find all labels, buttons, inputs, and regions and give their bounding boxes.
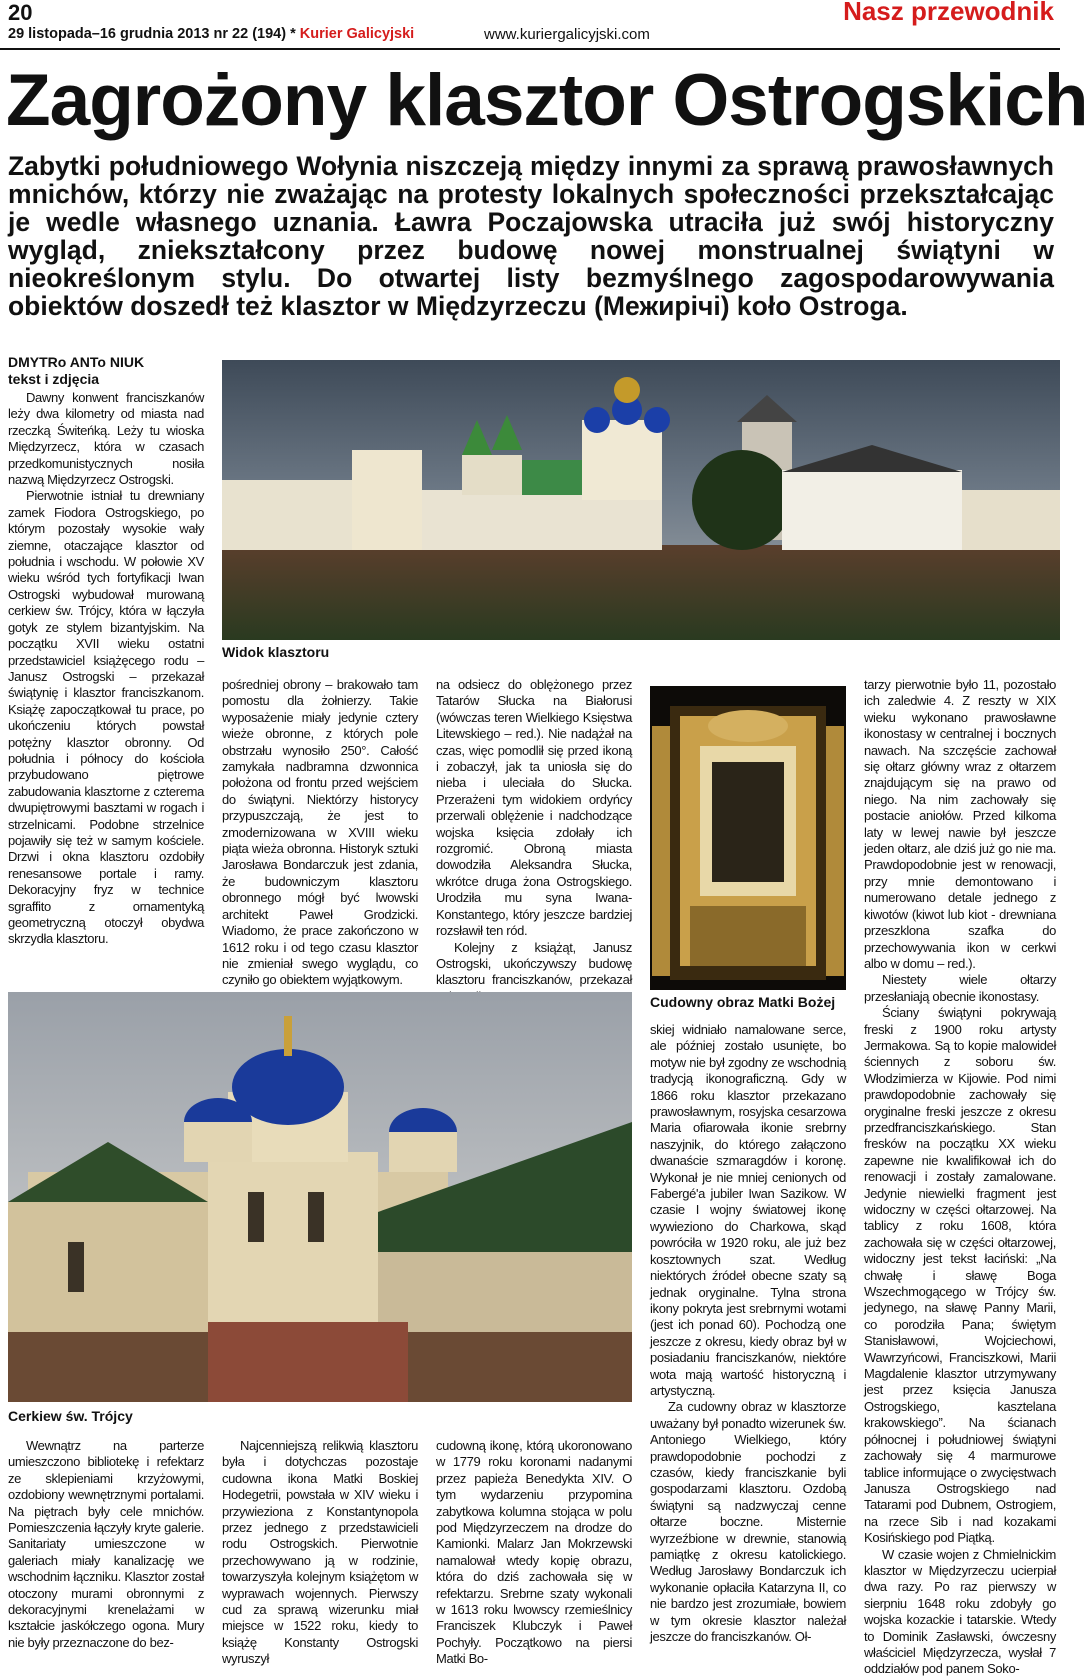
- article-lede: Zabytki południowego Wołynia niszczeją między innymi za sprawą prawosławnych mnichów, którzy nie zważając na protesty lokalnych społeczności przekształcając je wedle własnego uznania. Ławra Poczajowska utraciła już swój historyczny wygląd, zniekształcony przez budowę nowej monstrualnej świątyni w nieokreślonym stylu. Do otwartej listy bezmyślnego zagospodarowywania obiektów doszedł też klasztor w Międzyrzeczu (Межирічі) koło Ostroga.: [8, 151, 1054, 321]
- photo-caption: Widok klasztoru: [222, 644, 330, 660]
- header-rule: [0, 48, 1060, 50]
- text-column-7: [222, 1438, 418, 1667]
- text-column-5: [864, 677, 1056, 1677]
- brand-name: Kurier Galicyjski: [299, 26, 415, 42]
- miraculous-icon-image: [650, 686, 846, 990]
- trinity-church-image: [8, 992, 632, 1402]
- article-title: Zagrożony klasztor Ostrogskich: [6, 60, 1087, 141]
- section-title: Nasz przewodnik: [843, 0, 1054, 26]
- paragraph: tarzy pierwotnie było 11, pozostało ich zaledwie 4. Z reszty w XIX wieku wykonano prawosławne ikonostasy w centralnej i bocznych nawach. Na szczęście zachował się ołtarz główny wraz z ołtarzem znajdującym się na prawo od niego. Na nim zachowały się postacie aniołów. Przed kilkoma laty w lewej nawie był jeszcze jeden ołtarz, ale dziś już go nie ma. Prawdopodobnie jest w renowacji, przy mnie demontowano i numerowano detale jednego z kiwotów (kiwot lub kiot - drewniana przeszklona szafka do przechowywania ikon w cerkwi albo w domu – red.).: [864, 677, 1056, 971]
- text-column-6: [8, 1438, 204, 1652]
- paragraph: Najcenniejszą relikwią klasztoru była i dotychczas pozostaje cudowna ikona Matki Boskiej Hodegetrii, powstała w XIV wieku i przywieziona z Konstantynopola przez jednego z przedstawicieli rodu Ostrogskich. Pierwotnie przechowywano ją w rodzinie, towarzyszyła kolejnym książętom w wyprawach wojennych. Pierwszy cud za sprawą wizerunku miał miejsce w 1522 roku, kiedy to książę Konstanty Ostrogski wyruszył: [222, 1438, 418, 1667]
- paragraph: pośredniej obrony – brakowało tam pomostu dla żołnierzy. Takie wyposażenie miały jedynie cztery wieże obronne, z których pole obstrzału wynosiło 250°. Całość zamykała nadbramna dzwonnica położona od frontu przed wejściem do świątyni. Niektórzy historycy przypuszczają, że jest to zmodernizowana w XVIII wieku piąta wieża obronna. Historyk sztuki Jarosława Bondarczuk jest zdania, że budowniczym klasztoru obronnego mógł być lwowski architekt Paweł Grodzicki. Wiadomo, że prace zakończono w 1612 roku i od tego czasu klasztor nie zmieniał swego wyglądu, co czyniło go obiektem wyjątkowym.: [222, 677, 418, 988]
- monastery-view-image: [222, 360, 1060, 640]
- author-role: tekst i zdjęcia: [8, 371, 100, 387]
- paragraph: Kolejny z książąt, Janusz Ostrogski, ukończywszy budowę klasztoru franciszkanów, przekazał: [436, 939, 632, 988]
- issue-date: 29 listopada–16 grudnia 2013 nr 22 (194) *: [8, 26, 300, 42]
- text-column-4: [650, 1022, 846, 1652]
- paragraph: Niestety wiele ołtarzy przesłaniają obecnie ikonostasy.: [864, 972, 1056, 1004]
- text-column-3: [436, 677, 632, 988]
- paragraph: skiej widniało namalowane serce, ale później zostało usunięte, bo motyw nie był zgodny ze wschodnią tradycją ikonograficzną. Gdy w 1866 roku klasztor przekazano prawosławnym, rosyjska cesarzowa Maria ofiarowała ikonie srebrny naszyjnik, do którego załączono dwanaście szmaragdów i koronę. Wykonał je nie mniej cenionych od Fabergé'a jubiler Iwan Sazikow. W czasie I wojny światowej ikonę wywieziono do Charkowa, skąd powróciła w 1920 roku, ale już bez kosztownych szat. Według niektórych źródeł obecne szaty są jednak oryginalne. Tylna strona ikony pokryta jest srebrnymi wotami (jest ich ponad 60). Pochodzą one jeszcze z okresu, kiedy obraz był w posiadaniu franciszkanów, niektóre wota mają wartość historyczną i artystyczną.: [650, 1022, 846, 1398]
- photo-caption: Cudowny obraz Matki Bożej: [650, 994, 836, 1010]
- dateline: [8, 26, 414, 42]
- author-name: DMYTRo ANTo NIUK: [8, 354, 145, 370]
- website-link[interactable]: www.kuriergalicyjski.com: [484, 26, 650, 43]
- monastery-view-photo: [222, 360, 1060, 640]
- paragraph: Ściany świątyni pokrywają freski z 1900 roku artysty Jermakowa. Są to kopie malowideł ściennych z soboru św. Włodzimierza w Kijowie. Pod nimi prawdopodobnie zachowały się oryginalne freski jeszcze z okresu przedfranciszkańskiego. Stan fresków na początku XX wieku zapewne nie kwalifikował ich do renowacji i zostały zamalowane. Jedynie niewielki fragment jest widoczny w części ołtarzowej. Na tablicy z roku 1608, która zachowała się w części ołtarzowej, widoczny jest tekst łaciński: „Na chwałę i sławę Boga Wszechmogącego w Trójcy św. jedynego, na sławę Panny Marii, co porodziła Pana; świętym Stanisławowi, Wojciechowi, Wawrzyńcowi, Franciszkowi, Marii Magdalenie klasztor utrzymywany jest przez księcia Janusza Ostrogskiego, kasztelana krakowskiego”. Na ścianach północnej i południowej świątyni zachowały się 4 marmurowe tablice informujące o zwycięstwach Janusza Ostrogskiego nad Tatarami pod Dubnem, Ostrogiem, na rzece Sib i nad kozakami Kosińskiego pod Piątką.: [864, 1005, 1056, 1546]
- photo-caption: Cerkiew św. Trójcy: [8, 1408, 133, 1424]
- page-number: 20: [8, 0, 33, 25]
- paragraph: Dawny konwent franciszkanów leży dwa kilometry od miasta nad rzeczką Świteńką. Leży tu wioska Międzyrzecz, która w czasach przedkomunistycznych nosiła nazwą Międzyrzecz Ostrogski.: [8, 390, 204, 488]
- icon-photo: [650, 686, 846, 990]
- paragraph: na odsiecz do oblężonego przez Tatarów Słucka na Białorusi (wówczas teren Wielkiego Księstwa Litewskiego – red.). Nie nadążał na czas, więc pomodlił się przed ikoną i zobaczył, jak ta uniosła się do nieba i uleciała do Słucka. Przerażeni tym widokiem ordyńcy przerwali oblężenie i nadchodzące wojska księcia zdołały ich rozgromić. Obroną miasta dowodziła Aleksandra Słucka, wkrótce druga żona Ostrogskiego. Urodziła mu syna Iwana-Konstantego, który jeszcze bardziej rozsławił ten ród.: [436, 677, 632, 939]
- paragraph: Wewnątrz na parterze umieszczono bibliotekę i refektarz ze sklepieniami krzyżowymi, ozdobiony wewnętrznymi portalami. Na piętrach były cele mnichów. Pomieszczenia łączyły kryte galerie. Sanitariaty umieszczone w galeriach miały kanalizację we wschodnim łączniku. Klasztor został otoczony murami obronnymi z dekoracyjnymi krenelażami w kształcie jaskółczego ogona. Mury nie były przeznaczone do bez-: [8, 1438, 204, 1650]
- paragraph: Pierwotnie istniał tu drewniany zamek Fiodora Ostrogskiego, po którym pozostały wysokie wały ziemne, otaczające klasztor od południa i wschodu. W połowie XV wieku wśród tych fortyfikacji Iwan Ostrogski wybudował murowaną cerkiew św. Trójcy, która w łączyła gotyk ze stylem bizantyjskim. Na początku XVII wieku ostatni przedstawiciel książęcego rodu – Janusz Ostrogski – przekazał świątynię i klasztor franciszkanom. Książę zapoczątkował tu prace, po ukończeniu których powstał potężny klasztor obronny. Od południa i północy do kościoła przybudowano piętrowe zabudowania klasztorne z czterema dwupiętrowymi basztami w rogach i strzelnicami. Podobne strzelnice pojawiły się też w samym kościele. Drzwi i okna klasztoru ozdobiły renesansowe portale i ramy. Dekoracyjny fryz w technice sgraffito z ornamentyką geometryczną otoczył obydwa skrzydła klasztoru.: [8, 488, 204, 947]
- paragraph: cudowną ikonę, którą ukoronowano w 1779 roku koronami nadanymi przez papieża Benedykta XIV. O tym wydarzeniu przypomina zabytkowa kolumna stojąca w polu pod Międzyrzeczem na drodze do Kamionki. Malarz Jan Mokrzewski namalował wtedy kopię obrazu, która do dziś zachowała się w refektarzu. Srebrne szaty wykonali w 1613 roku lwowscy rzemieślnicy Franciszek Klubczyk i Paweł Pochyły. Początkowo na piersi Matki Bo-: [436, 1438, 632, 1667]
- text-column-8: [436, 1438, 632, 1667]
- byline: [8, 354, 144, 388]
- text-column-1: [8, 390, 204, 984]
- church-photo: [8, 992, 632, 1402]
- paragraph: W czasie wojen z Chmielnickim klasztor w Międzyrzeczu ucierpiał dwa razy. Po raz pierwszy w sierpniu 1648 roku zdobyły go wojska kozackie i tatarskie. Wtedy to Dominik Zasławski, ówczesny właściciel Międzyrzecza, wysłał 7 oddziałów pod panem Soko-: [864, 1546, 1056, 1677]
- text-column-2: [222, 677, 418, 988]
- paragraph: Za cudowny obraz w klasztorze uważany był ponadto wizerunek św. Antoniego Wielkiego, który prawdopodobnie pochodzi z czasów, kiedy franciszkanie byli gospodarzami klasztoru. Ozdobą świątyni są nadzwyczaj cenne ołtarze boczne. Misternie wyrzeźbione w drewnie, stanowią pamiątkę z okresu katolickiego. Według Jarosławy Bondarczuk ich wykonanie opłaciła Katarzyna II, co nie bardzo jest zrozumiałe, bowiem w tym okresie klasztor należał jeszcze do franciszkanów. Oł-: [650, 1399, 846, 1645]
